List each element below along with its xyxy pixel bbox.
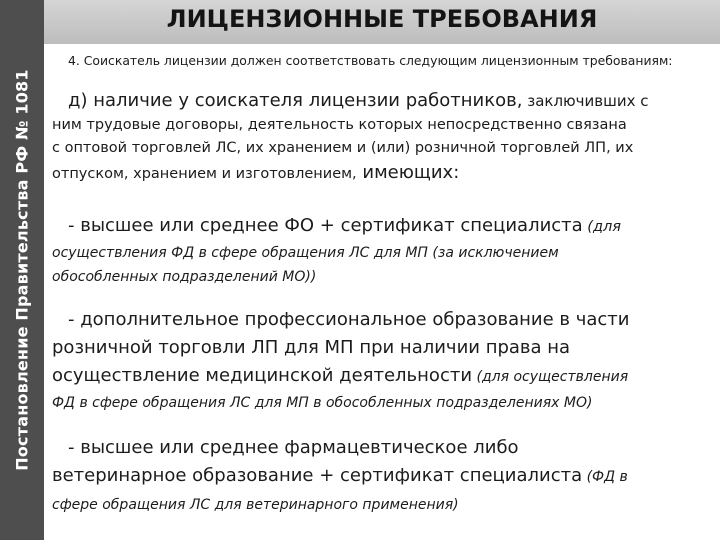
page-title: ЛИЦЕНЗИОННЫЕ ТРЕБОВАНИЯ <box>166 5 598 33</box>
bullet-2-line-1: - дополнительное профессиональное образование в части <box>68 309 630 330</box>
bullet-1-line-3: обособленных подразделений МО)) <box>52 269 317 285</box>
bullet-1 <box>52 212 712 289</box>
bullet-2-line-2: розничной торговли ЛП для МП при наличии права на <box>52 337 571 358</box>
bullet-2-line-3-text: осуществление медицинской деятельности <box>52 365 473 386</box>
bullet-2-line-3-tail: (для осуществления <box>472 369 629 385</box>
paragraph-d-line-1 <box>52 88 712 114</box>
bullet-2-line-4: ФД в сфере обращения ЛС для МП в обособленных подразделениях МО) <box>52 395 593 411</box>
bullet-1-lead-tail: (для <box>582 219 621 235</box>
paragraph-d <box>52 88 712 187</box>
sidebar-caption: Постановление Правительства РФ № 1081 <box>12 69 32 471</box>
bullet-3-line-2 <box>52 462 712 491</box>
bullet-1-line-1 <box>52 212 712 241</box>
bullet-3-line-1: - высшее или среднее фармацевтическое либо <box>68 437 519 458</box>
paragraph-d-lead: д) наличие у соискателя лицензии работников, <box>68 90 523 111</box>
bullet-1-lead: - высшее или среднее ФО + сертификат специалиста <box>68 215 583 236</box>
sidebar <box>0 0 44 540</box>
bullet-3-line-2-tail: (ФД в <box>582 469 628 485</box>
bullet-3 <box>52 434 712 519</box>
paragraph-d-line-2: ним трудовые договоры, деятельность которых непосредственно связана <box>52 117 627 133</box>
paragraph-d-line-4-text: отпуском, хранением и изготовлением, <box>52 166 357 182</box>
bullet-3-line-2-text: ветеринарное образование + сертификат специалиста <box>52 465 583 486</box>
bullet-2-line-3 <box>52 362 712 391</box>
paragraph-d-line-4 <box>52 160 712 187</box>
bullet-2 <box>52 306 712 415</box>
bullet-1-line-2: осуществления ФД в сфере обращения ЛС для МП (за исключением <box>52 245 559 261</box>
paragraph-d-lead-tail: заключивших с <box>522 92 649 110</box>
paragraph-d-line-3: с оптовой торговлей ЛС, их хранением и (или) розничной торговлей ЛП, их <box>52 140 634 156</box>
bullet-3-line-3: сфере обращения ЛС для ветеринарного применения) <box>52 497 459 513</box>
intro-text: 4. Соискатель лицензии должен соответствовать следующим лицензионным требованиям: <box>68 53 673 68</box>
header-bar <box>44 0 720 44</box>
paragraph-d-line-4-tail: имеющих: <box>356 162 460 183</box>
